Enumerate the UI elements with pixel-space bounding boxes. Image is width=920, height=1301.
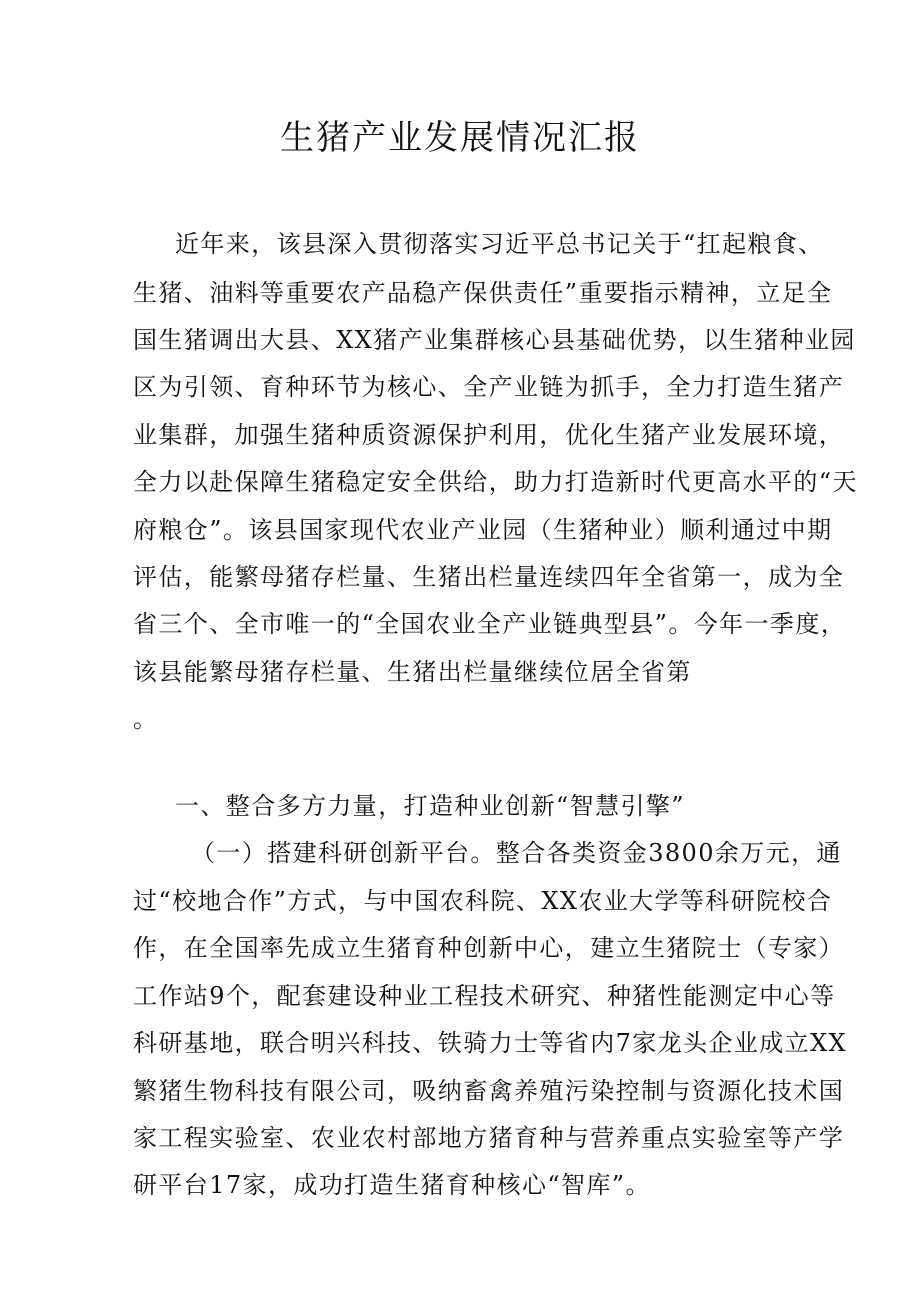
paragraph-line: 国生猪调出大县、XX猪产业集群核心县基础优势，以生猪种业园 xyxy=(133,326,856,354)
paragraph-line: 生猪、油料等重要农产品稳产保供责任”重要指示精神，立足全 xyxy=(133,279,833,307)
paragraph-line: 业集群，加强生猪种质资源保护利用，优化生猪产业发展环境， xyxy=(133,421,845,449)
paragraph-line: 近年来，该县深入贯彻落实习近平总书记关于“扛起粮食、 xyxy=(175,230,824,258)
paragraph-line: 家工程实验室、农业农村部地方猪育种与营养重点实验室等产学 xyxy=(133,1124,845,1152)
paragraph-line: 府粮仓”。该县国家现代农业产业园（生猪种业）顺利通过中期 xyxy=(133,516,833,544)
paragraph-line: 研平台17家，成功打造生猪育种核心“智库”。 xyxy=(133,1171,651,1199)
document-title: 生猪产业发展情况汇报 xyxy=(280,118,640,158)
paragraph-line: 该县能繁母猪存栏量、生猪出栏量继续位居全省第 xyxy=(133,658,692,686)
paragraph-line: 。 xyxy=(133,705,159,733)
paragraph-line: 省三个、全市唯一的“全国农业全产业链典型县”。今年一季度， xyxy=(133,610,847,638)
paragraph-line: 区为引领、育种环节为核心、全产业链为抓手，全力打造生猪产 xyxy=(133,373,845,401)
paragraph-line: 作，在全国率先成立生猪育种创新中心，建立生猪院士（专家） xyxy=(133,934,845,962)
paragraph-line: 评估，能繁母猪存栏量、生猪出栏量连续四年全省第一，成为全 xyxy=(133,563,845,591)
paragraph-line: 科研基地，联合明兴科技、铁骑力士等省内7家龙头企业成立XX xyxy=(133,1029,848,1057)
section-heading: 一、整合多方力量，打造种业创新“智慧引擎” xyxy=(175,792,685,820)
paragraph-line: 过“校地合作”方式，与中国农科院、XX农业大学等科研院校合 xyxy=(133,887,833,915)
paragraph-line: 全力以赴保障生猪稳定安全供给，助力打造新时代更高水平的“天 xyxy=(133,468,858,496)
paragraph-line: 工作站9个，配套建设种业工程技术研究、种猪性能测定中心等 xyxy=(133,982,836,1010)
paragraph-line: 繁猪生物科技有限公司，吸纳畜禽养殖污染控制与资源化技术国 xyxy=(133,1077,845,1105)
paragraph-line: （一）搭建科研创新平台。整合各类资金3800余万元，通 xyxy=(191,839,842,867)
